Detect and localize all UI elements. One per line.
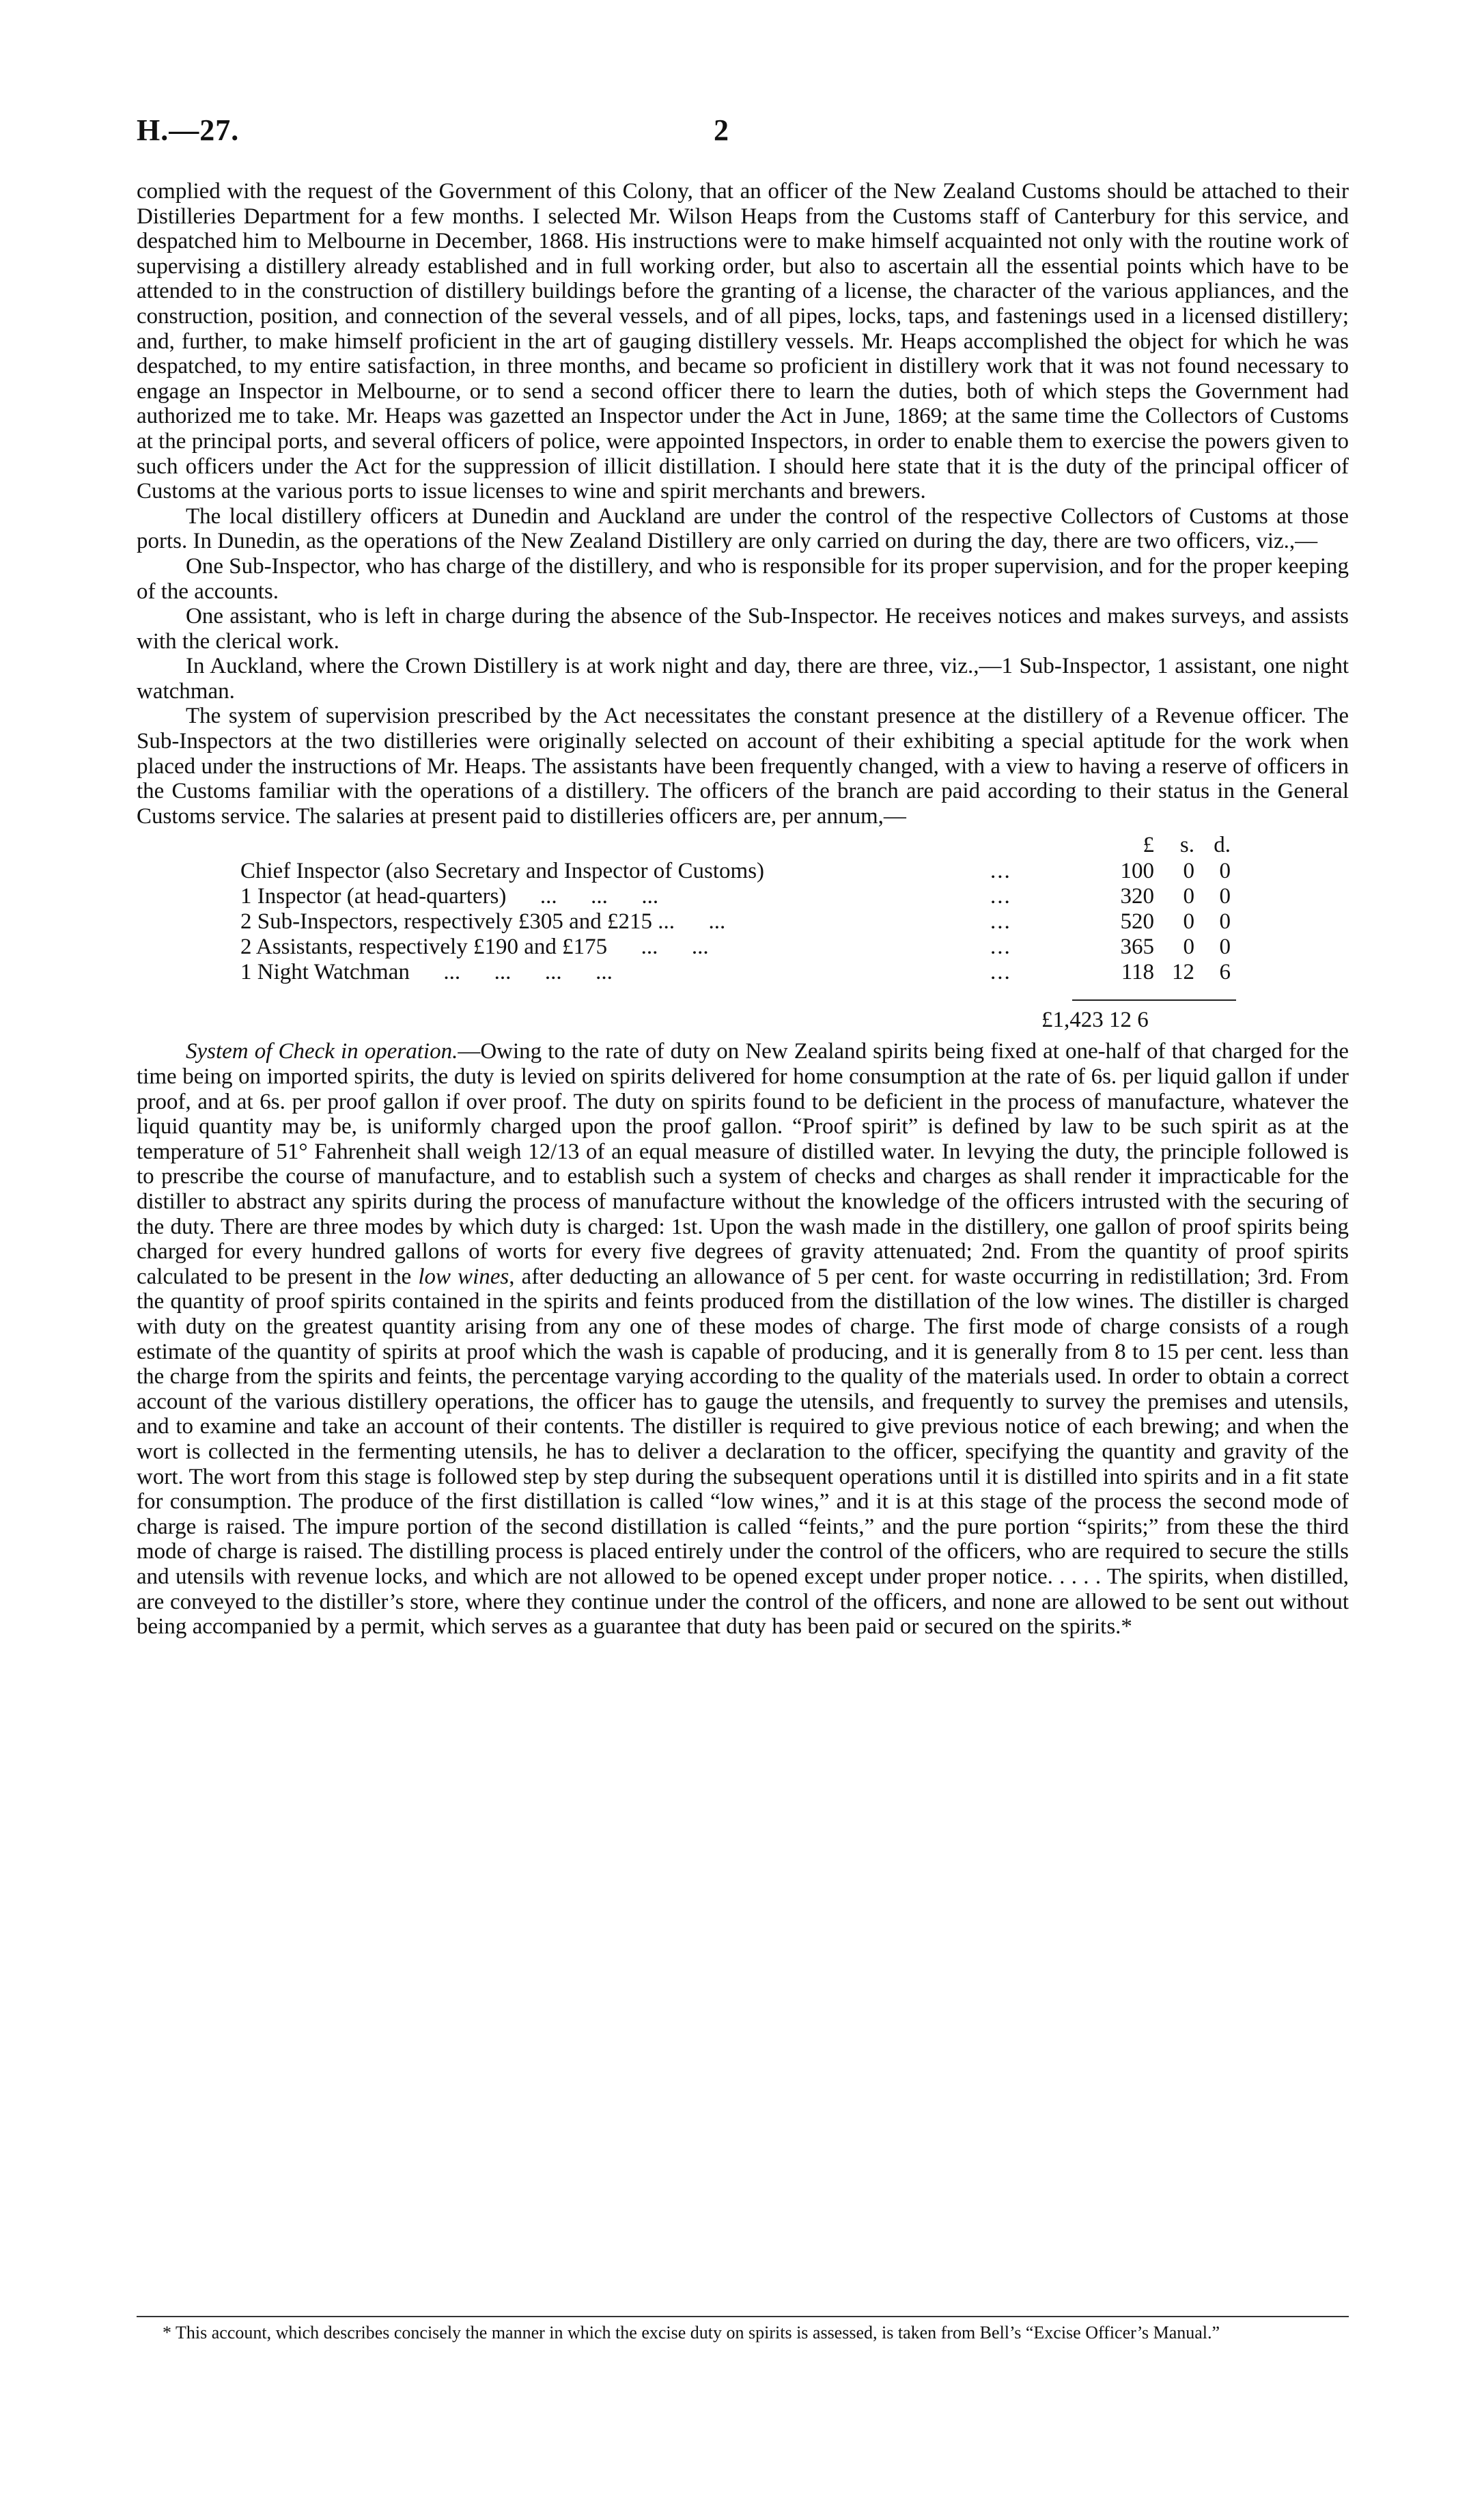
row-leader: ... (990, 960, 1011, 985)
row-pence: 6 (1219, 960, 1231, 985)
row-pence: 0 (1219, 859, 1231, 884)
body-text (137, 179, 1349, 1640)
footnote-text: * This account, which describes concisely the manner in which the excise duty on spirits is assessed, is taken from Bell’s “Excise Officer’s Manual.” (163, 2323, 1220, 2343)
table-row (137, 935, 1349, 960)
section-text: —Owing to the rate of duty on New Zealand spirits being fixed at one-half of that charged for the time being on imported spirits, the duty is levied on spirits delivered for home consumption at the rate of 6s. per liquid gallon if under proof, and at 6s. per proof gallon if over proof. The duty on spirits found to be deficient in the process of manufacture, whatever the liquid quantity may be, is uniformly charged upon the proof gallon. “Proof spirit” is defined by law to be such spirit as at the temperature of 51° Fahrenheit shall weigh 12/13 of an equal measure of distilled water. In levying the duty, the principle followed is to prescribe the course of manufacture, and to establish such a system of checks and charges as shall render it impracticable for the distiller to abstract any spirits during the process of manufacture without the knowledge of the officers intrusted with the securing of the duty. There are three modes by which duty is charged: 1st. Upon the wash made in the distillery, one gallon of proof spirits being charged for every hundred gallons of worts for every five degrees of gravity attenuated; 2nd. From the quantity of proof spirits calculated to be present in the (137, 1039, 1349, 1289)
row-shillings: 0 (1183, 909, 1194, 935)
header-shillings: s. (1179, 833, 1194, 858)
row-leader: ... (990, 935, 1011, 960)
row-shillings: 12 (1172, 960, 1194, 985)
header-pence: d. (1214, 833, 1231, 858)
row-label: Chief Inspector (also Secretary and Inspector of Customs) (240, 859, 765, 884)
row-leader: ... (990, 884, 1011, 909)
row-pounds: 118 (1121, 960, 1154, 985)
header-pounds: £ (1143, 833, 1154, 858)
paragraph-intro: complied with the request of the Government of this Colony, that an officer of the New Zealand Customs should be attached to their Distilleries Department for a few months. I selected Mr. Wilson Heaps from the Customs staff of Canterbury for this service, and despatched him to Melbourne in December, 1868. His instructions were to make himself acquainted not only with the routine work of supervising a distillery already established and in full working order, but also to ascertain all the essential points which have to be attended to in the construction of distillery buildings before the granting of a license, the character of the various appliances, and the construction, position, and connection of the several vessels, and of all pipes, locks, taps, and fastenings used in a licensed distillery; and, further, to make himself proficient in the art of gauging distillery vessels. Mr. Heaps accomplished the object for which he was despatched, to my entire satisfaction, in three months, and became so proficient in distillery work that it was not found necessary to engage an Inspector in Melbourne, or to send a second officer there to learn the duties, both of which steps the Government had authorized me to take. Mr. Heaps was gazetted an Inspector under the Act in June, 1869; at the same time the Collectors of Customs at the principal ports, and several officers of police, were appointed Inspectors, in order to enable them to exercise the powers given to such officers under the Act for the suppression of illicit distillation. I should here state that it is the duty of the principal officer of Customs at the various ports to issue licenses to wine and spirit merchants and brewers. (137, 179, 1349, 504)
footnote (137, 2323, 1349, 2343)
row-pounds: 320 (1120, 884, 1154, 909)
row-label: 2 Assistants, respectively £190 and £175 ... ... (240, 935, 709, 960)
row-shillings: 0 (1183, 884, 1194, 909)
row-pounds: 520 (1120, 909, 1154, 935)
total-rule (1072, 999, 1236, 1001)
paragraph-auckland: In Auckland, where the Crown Distillery is at work night and day, there are three, viz.,—1 Sub-Inspector, 1 assistant, one night watchman. (137, 654, 1349, 704)
table-row (137, 909, 1349, 935)
paragraph-supervision: The system of supervision prescribed by the Act necessitates the constant presence at the distillery of a Revenue officer. The Sub-Inspectors at the two distilleries were originally selected on account of their exhibiting a special aptitude for the work when placed under the instructions of Mr. Heaps. The assistants have been frequently changed, with a view to having a reserve of officers in the Customs familiar with the operations of a distillery. The officers of the branch are paid according to their status in the General Customs service. The salaries at present paid to distilleries officers are, per annum,— (137, 704, 1349, 829)
row-label: 1 Inspector (at head-quarters) ... ... ... (240, 884, 659, 909)
paragraph-sub-inspector: One Sub-Inspector, who has charge of the distillery, and who is responsible for its proper supervision, and for the proper keeping of the accounts. (137, 553, 1349, 604)
paragraph-local-officers: The local distillery officers at Dunedin and Auckland are under the control of the respective Collectors of Customs at those ports. In Dunedin, as the operations of the New Zealand Distillery are only carried on during the day, there are two officers, viz.,— (137, 503, 1349, 554)
salary-total: £1,423 12 6 (1041, 1008, 1149, 1033)
row-pounds: 365 (1120, 935, 1154, 960)
row-shillings: 0 (1183, 935, 1194, 960)
salary-table (137, 829, 1349, 1081)
section-title: System of Check in operation. (186, 1039, 458, 1064)
row-shillings: 0 (1183, 859, 1194, 884)
row-pence: 0 (1219, 884, 1231, 909)
row-leader: ... (990, 859, 1011, 884)
page-number: 2 (714, 113, 729, 147)
page-header (137, 113, 1349, 161)
table-row (137, 960, 1349, 985)
document-code: H.—27. (137, 113, 240, 147)
row-pence: 0 (1219, 935, 1231, 960)
section-text-continued: , after deducting an allowance of 5 per cent. for waste occurring in redistillation; 3rd. From the quantity of proof spirits contained in the spirits and feints produced from the distillation of the low wines. The distiller is charged with duty on the greatest quantity arising from any one of these modes of charge. The first mode of charge consists of a rough estimate of the quantity of spirits at proof which the wash is capable of producing, and it is generally from 8 to 15 per cent. less than the charge from the spirits and feints, the percentage varying according to the quality of the materials used. In order to obtain a correct account of the various distillery operations, the officer has to gauge the utensils, and frequently to survey the premises and utensils, and to examine and take an account of their contents. The distiller is required to give previous notice of each brewing; and when the wort is collected in the fermenting utensils, he has to deliver a declaration to the officer, specifying the quantity and gravity of the wort. The wort from this stage is followed step by step during the subsequent operations until it is distilled into spirits and in a fit state for consumption. The produce of the first distillation is called “low wines,” and it is at this stage of the process the second mode of charge is raised. The impure portion of the second distillation is called “feints,” and the pure portion “spirits;” from these the third mode of charge is raised. The distilling process is placed entirely under the control of the officers, who are required to secure the stills and utensils with revenue locks, and which are not allowed to be opened except under proper notice. . . . . The spirits, when distilled, are conveyed to the distiller’s store, where they continue under the control of the officers, and none are allowed to be sent out without being accompanied by a permit, which serves as a guarantee that duty has been paid or secured on the spirits.* (137, 1264, 1349, 1640)
table-row (137, 859, 1349, 884)
paragraph-assistant: One assistant, who is left in charge during the absence of the Sub-Inspector. He receives notices and makes surveys, and assists with the clerical work. (137, 604, 1349, 654)
footnote-rule (137, 2316, 1349, 2317)
row-pounds: 100 (1120, 859, 1154, 884)
row-leader: ... (990, 909, 1011, 935)
row-pence: 0 (1219, 909, 1231, 935)
row-label: 1 Night Watchman ... ... ... ... (240, 960, 613, 985)
low-wines-term: low wines (418, 1264, 509, 1289)
row-label: 2 Sub-Inspectors, respectively £305 and £215 ... ... (240, 909, 726, 935)
paragraph-system-of-check (137, 1039, 1349, 1639)
table-row (137, 884, 1349, 909)
